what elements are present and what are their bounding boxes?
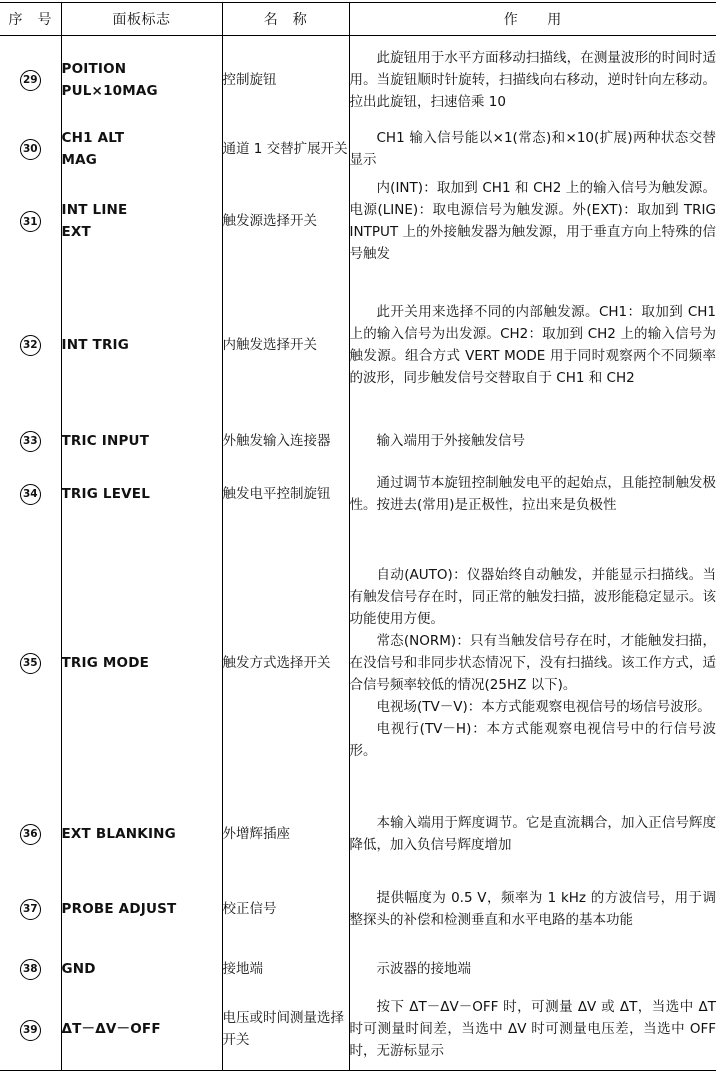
panel-function-table [0,2,716,1071]
row-number-badge: 31 [20,211,41,232]
function-description: 此旋钮用于水平方面移动扫描线，在测量波形的时间时适用。当旋钮顺时针旋转，扫描线向右移动，逆时针向左移动。拉出此旋钮，扫速倍乘 10 [349,36,716,124]
table-row [0,461,716,527]
table-row [0,124,716,174]
panel-mark: CH1 ALT MAG [61,124,222,174]
table-header-row [0,3,716,36]
control-name: 触发源选择开关 [222,174,349,269]
control-name: 控制旋钮 [222,36,349,124]
panel-mark: GND [61,949,222,989]
control-name: 外增辉插座 [222,799,349,869]
table-row [0,799,716,869]
panel-mark: EXT BLANKING [61,799,222,869]
row-number-badge: 37 [20,899,41,920]
panel-mark: INT LINE EXT [61,174,222,269]
function-description: 本输入端用于辉度调节。它是直流耦合，加入正信号辉度降低，加入负信号辉度增加 [349,799,716,869]
panel-mark: PROBE ADJUST [61,869,222,949]
panel-mark: POITION PUL×10MAG [61,36,222,124]
control-name: 内触发选择开关 [222,269,349,421]
header-function: 作 用 [349,3,716,36]
table-row [0,36,716,124]
header-no: 序 号 [0,3,61,36]
table-row [0,949,716,989]
table-row [0,527,716,799]
row-number-badge: 39 [20,1020,41,1041]
header-mark: 面板标志 [61,3,222,36]
row-number-badge: 36 [20,824,41,845]
panel-mark: TRIG LEVEL [61,461,222,527]
table-row [0,269,716,421]
table-row [0,174,716,269]
row-number-badge: 33 [20,431,41,452]
table-row [0,421,716,461]
row-number-badge: 38 [20,959,41,980]
control-name: 接地端 [222,949,349,989]
panel-mark: INT TRIG [61,269,222,421]
panel-mark: TRIC INPUT [61,421,222,461]
function-description: 按下 ΔT－ΔV－OFF 时，可测量 ΔV 或 ΔT，当选中 ΔT 时可测量时间差，当选中 ΔV 时可测量电压差，当选中 OFF 时，无游标显示 [349,989,716,1071]
table-row [0,989,716,1071]
control-name: 触发电平控制旋钮 [222,461,349,527]
panel-mark: ΔT－ΔV－OFF [61,989,222,1071]
function-description: 内(INT)：取加到 CH1 和 CH2 上的输入信号为触发源。电源(LINE)：取电源信号为触发源。外(EXT)：取加到 TRIG INTPUT 上的外接触发器为触发源，用于垂直方向上特殊的信号触发 [349,174,716,269]
row-number-badge: 32 [20,335,41,356]
header-name: 名 称 [222,3,349,36]
panel-mark: TRIG MODE [61,527,222,799]
control-name: 校正信号 [222,869,349,949]
table-body [0,36,716,1071]
function-description: CH1 输入信号能以×1(常态)和×10(扩展)两种状态交替显示 [349,124,716,174]
function-description: 通过调节本旋钮控制触发电平的起始点，且能控制触发极性。按进去(常用)是正极性，拉出来是负极性 [349,461,716,527]
control-name: 通道 1 交替扩展开关 [222,124,349,174]
function-description: 自动(AUTO)：仪器始终自动触发，并能显示扫描线。当有触发信号存在时，同正常的触发扫描，波形能稳定显示。该功能使用方便。 常态(NORM)：只有当触发信号存在时，才能触发扫描，在没信号和非同步状态情况下，没有扫描线。该工作方式，适合信号频率较低的情况(25HZ 以下)。 电视场(TV－V)：本方式能观察电视信号的场信号波形。 电视行(TV－H)：本方式能观察电视信号中的行信号波形。 [349,527,716,799]
control-name: 电压或时间测量选择开关 [222,989,349,1071]
row-number-badge: 34 [20,484,41,505]
control-name: 触发方式选择开关 [222,527,349,799]
function-description: 示波器的接地端 [349,949,716,989]
control-name: 外触发输入连接器 [222,421,349,461]
row-number-badge: 35 [20,653,41,674]
table-row [0,869,716,949]
function-description: 此开关用来选择不同的内部触发源。CH1：取加到 CH1 上的输入信号为出发源。CH2：取加到 CH2 上的输入信号为触发源。组合方式 VERT MODE 用于同时观察两个不同频率的波形，同步触发信号交替取自于 CH1 和 CH2 [349,269,716,421]
function-description: 提供幅度为 0.5 V，频率为 1 kHz 的方波信号，用于调整探头的补偿和检测垂直和水平电路的基本功能 [349,869,716,949]
row-number-badge: 29 [20,70,41,91]
function-description: 输入端用于外接触发信号 [349,421,716,461]
row-number-badge: 30 [20,139,41,160]
